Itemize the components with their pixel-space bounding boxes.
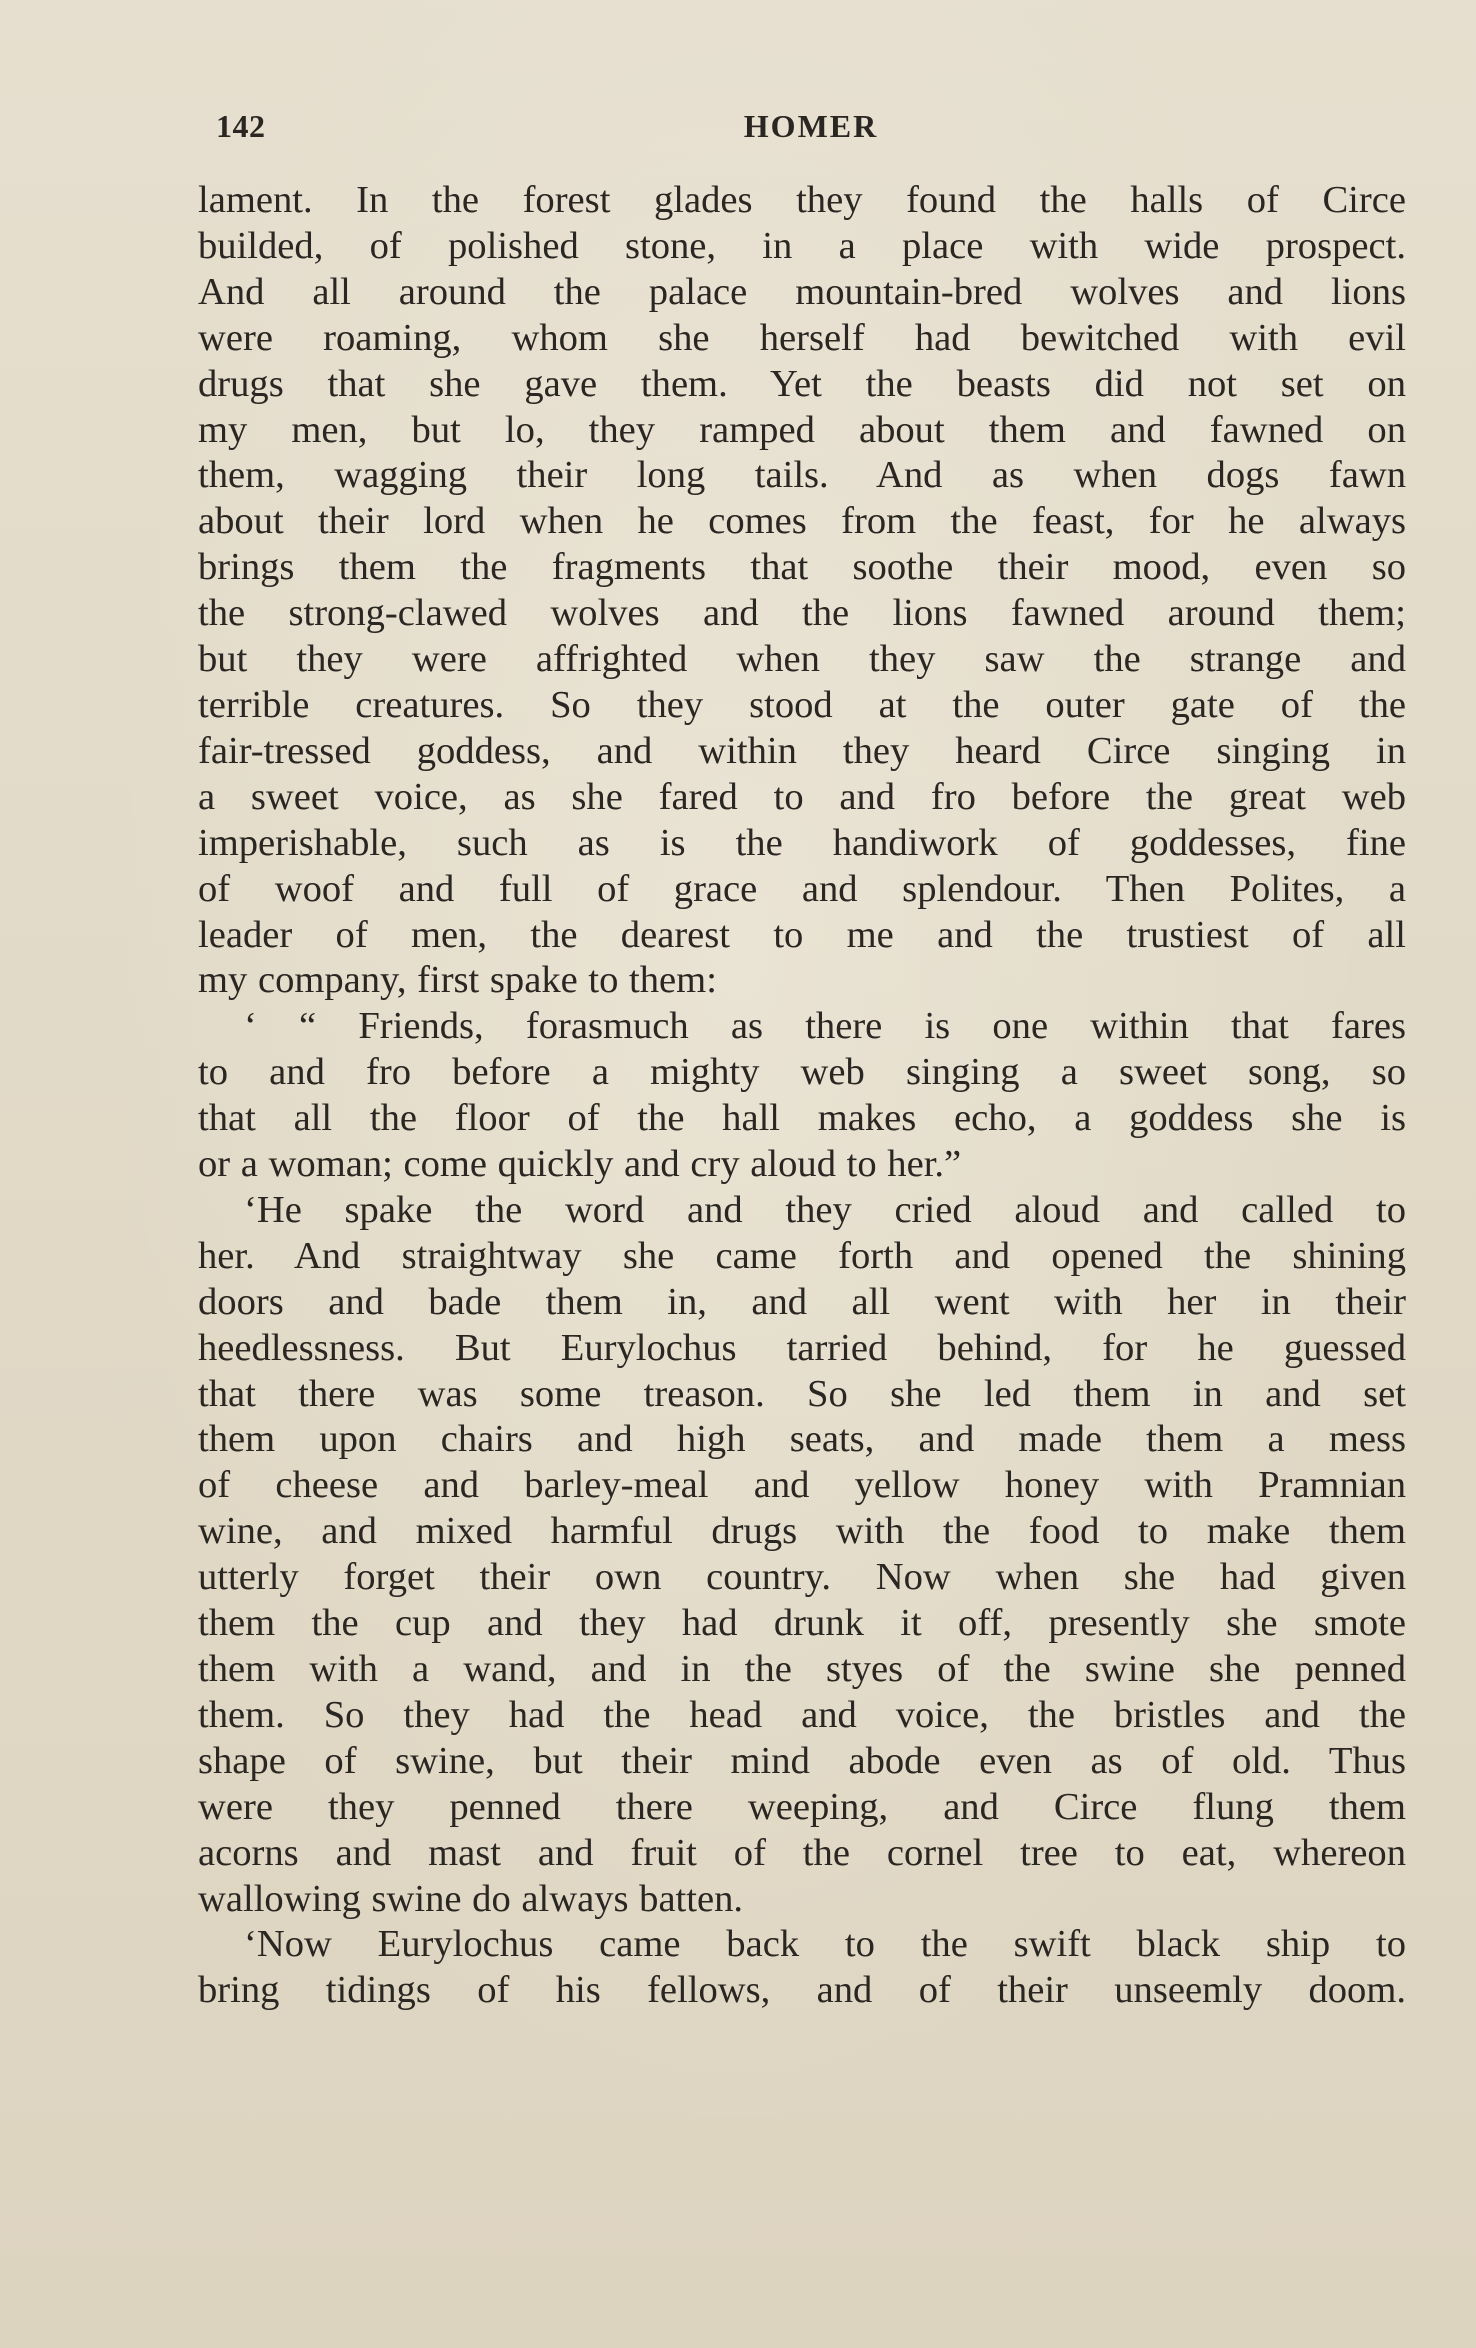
text-line: them, wagging their long tails. And as when dogs fawn xyxy=(198,454,1406,497)
text-line: but they were affrighted when they saw the strange and xyxy=(198,638,1406,681)
text-line: bring tidings of his fellows, and of their unseemly doom. xyxy=(198,1969,1406,2012)
text-line: imperishable, such as is the handiwork of goddesses, fine xyxy=(198,821,1406,864)
body-text xyxy=(198,178,1406,2014)
text-line: leader of men, the dearest to me and the trustiest of all xyxy=(198,913,1406,956)
text-line: were roaming, whom she herself had bewitched with evil xyxy=(198,316,1406,359)
page-number: 142 xyxy=(216,108,266,144)
text-line: of cheese and barley-meal and yellow honey with Pramnian xyxy=(198,1464,1406,1507)
text-line: them upon chairs and high seats, and made them a mess xyxy=(198,1418,1406,1461)
text-line: utterly forget their own country. Now when she had given xyxy=(198,1556,1406,1599)
text-line: of woof and full of grace and splendour. Then Polites, a xyxy=(198,867,1406,910)
text-line: ‘Now Eurylochus came back to the swift black ship to xyxy=(244,1923,1406,1966)
text-line: builded, of polished stone, in a place with wide prospect. xyxy=(198,224,1406,267)
text-line: to and fro before a mighty web singing a sweet song, so xyxy=(198,1051,1406,1094)
running-head xyxy=(216,108,1406,158)
text-line: wine, and mixed harmful drugs with the food to make them xyxy=(198,1510,1406,1553)
text-line: doors and bade them in, and all went with her in their xyxy=(198,1280,1406,1323)
text-line: drugs that she gave them. Yet the beasts did not set on xyxy=(198,362,1406,405)
text-line: a sweet voice, as she fared to and fro before the great web xyxy=(198,775,1406,818)
text-line: about their lord when he comes from the feast, for he always xyxy=(198,500,1406,543)
text-line: lament. In the forest glades they found the halls of Circe xyxy=(198,179,1406,221)
text-line: wallowing swine do always batten. xyxy=(198,1877,744,1920)
text-line: shape of swine, but their mind abode even as of old. Thus xyxy=(198,1739,1406,1782)
text-line: brings them the fragments that soothe their mood, even so xyxy=(198,546,1406,589)
text-line: my company, first spake to them: xyxy=(198,959,717,1002)
text-line: my men, but lo, they ramped about them and fawned on xyxy=(198,408,1406,451)
text-line: heedlessness. But Eurylochus tarried behind, for he guessed xyxy=(198,1326,1406,1369)
running-title: HOMER xyxy=(743,108,879,144)
text-line: them. So they had the head and voice, the bristles and the xyxy=(198,1693,1406,1736)
text-line: or a woman; come quickly and cry aloud to her.” xyxy=(198,1143,962,1186)
text-line: ‘ “ Friends, forasmuch as there is one within that fares xyxy=(244,1005,1406,1048)
text-line: ‘He spake the word and they cried aloud and called to xyxy=(244,1188,1406,1231)
text-line: the strong-clawed wolves and the lions fawned around them; xyxy=(198,592,1406,635)
text-line: And all around the palace mountain-bred wolves and lions xyxy=(198,270,1406,313)
text-line: that there was some treason. So she led them in and set xyxy=(198,1372,1406,1415)
text-line: that all the floor of the hall makes echo, a goddess she is xyxy=(198,1097,1406,1140)
text-line: were they penned there weeping, and Circe flung them xyxy=(198,1785,1406,1828)
text-line: them the cup and they had drunk it off, presently she smote xyxy=(198,1602,1406,1645)
text-line: acorns and mast and fruit of the cornel tree to eat, whereon xyxy=(198,1831,1406,1874)
text-line: terrible creatures. So they stood at the outer gate of the xyxy=(198,683,1406,726)
text-line: her. And straightway she came forth and opened the shining xyxy=(198,1234,1406,1277)
text-line: them with a wand, and in the styes of the swine she penned xyxy=(198,1648,1406,1690)
text-line: fair-tressed goddess, and within they heard Circe singing in xyxy=(198,729,1406,772)
